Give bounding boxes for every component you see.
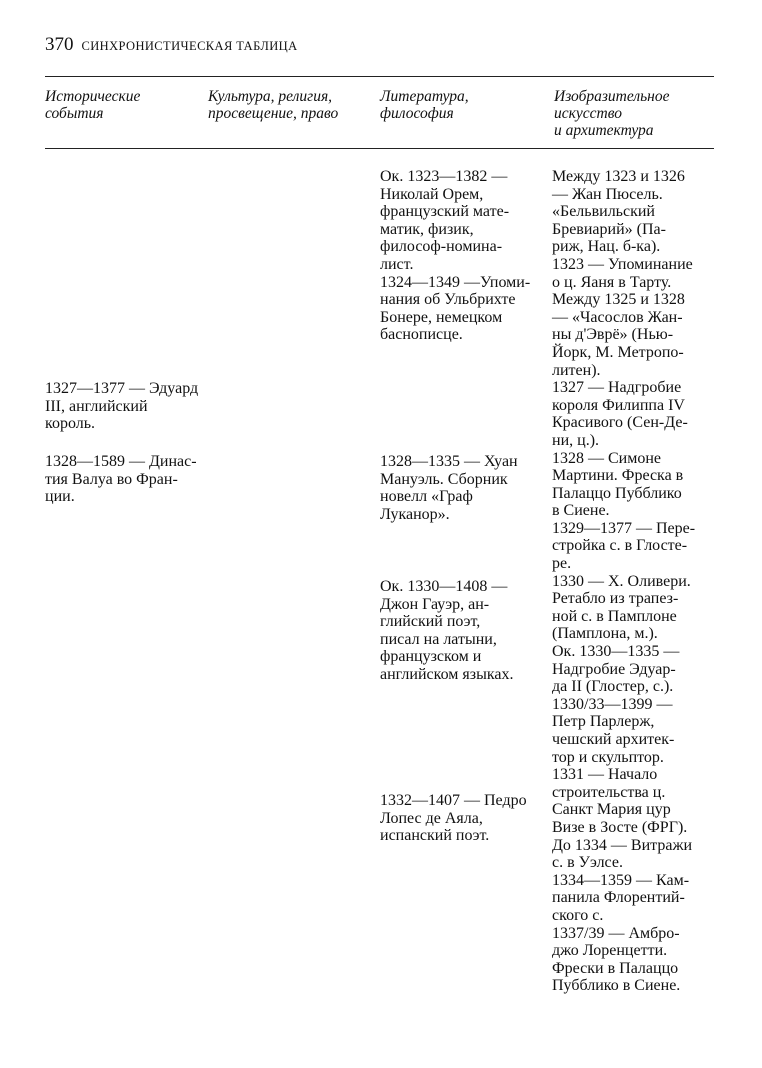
column-header-history: Исторические события (45, 88, 141, 122)
header-bottom-rule (45, 148, 714, 149)
header-top-rule (45, 76, 714, 77)
page-number: 370 (45, 34, 74, 55)
art-entry: 1337/39 — Амбро- джо Лоренцетти. Фрески в Палаццо Пубблико в Сиене. (552, 924, 681, 995)
art-entry: 1330/33—1399 — Петр Парлерж, чешский архитек- тор и скульптор. (552, 695, 675, 766)
column-header-culture: Культура, религия, просвещение, право (208, 88, 339, 122)
art-entry: 1334—1359 — Кам- панила Флорентий- ского с. (552, 871, 690, 924)
running-head (45, 34, 298, 56)
literature-entry: 1328—1335 — Хуан Мануэль. Сборник новелл «Граф Луканор». (380, 453, 518, 523)
column-header-art: Изобразительное искусство и архитектура (554, 88, 670, 139)
art-entry: Между 1323 и 1326 — Жан Пюсель. «Бельвильский Бревиарий» (Па- риж, Нац. б-ка). (552, 168, 685, 256)
art-entry: 1327 — Надгробие короля Филиппа IV Красивого (Сен-Де- ни, ц.). (552, 379, 688, 449)
literature-entry: 1332—1407 — Педро Лопес де Аяла, испанский поэт. (380, 792, 527, 845)
art-entry: Ок. 1330—1335 — Надгробие Эдуар- да II (Глостер, с.). (552, 643, 680, 696)
art-entry: 1329—1377 — Пере- стройка с. в Глосте- ре. (552, 519, 696, 573)
art-entry: До 1334 — Витражи с. в Уэлсе. (552, 836, 693, 872)
history-entry: 1327—1377 — Эдуард III, английский король. (45, 380, 199, 433)
running-title: СИНХРОНИСТИЧЕСКАЯ ТАБЛИЦА (81, 39, 298, 53)
art-entry: 1331 — Начало строительства ц. Санкт Мария цур Визе в Зосте (ФРГ). (552, 766, 688, 836)
literature-entry: 1324—1349 —Упоми- нания об Ульбрихте Бонере, немецком баснописце. (380, 273, 531, 344)
art-entry: 1330 — Х. Оливери. Ретабло из трапез- ной с. в Памплоне (Памплона, м.). (552, 572, 691, 643)
literature-entry: Ок. 1330—1408 — Джон Гауэр, ан- глийский поэт, писал на латыни, французском и английском языках. (380, 578, 514, 683)
literature-entry: Ок. 1323—1382 — Николай Орем, французский мате- матик, физик, философ-номина- лист. (380, 168, 510, 273)
literature-block-1 (380, 168, 530, 344)
art-entry: 1328 — Симоне Мартини. Фреска в Палаццо Пубблико в Сиене. (552, 449, 684, 520)
art-entry: 1323 — Упоминание о ц. Яаня в Тарту. (552, 255, 693, 291)
history-entry: 1328—1589 — Динас- тия Валуа во Фран- ции. (45, 453, 197, 506)
column-header-literature: Литература, философия (380, 88, 469, 122)
art-column (552, 168, 695, 995)
art-entry: Между 1325 и 1328 — «Часослов Жан- ны д'Эврё» (Нью- Йорк, М. Метропо- литен). (552, 291, 685, 379)
